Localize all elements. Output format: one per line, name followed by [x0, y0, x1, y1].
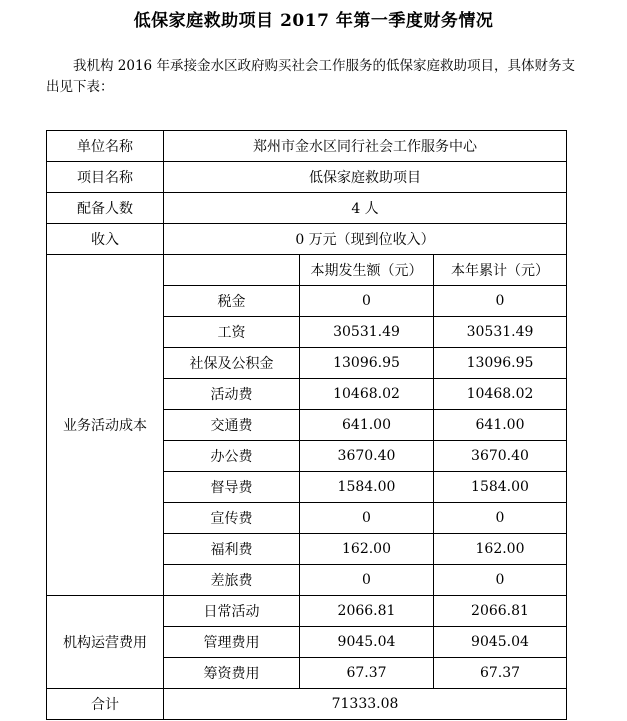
period-value: 0 — [300, 565, 434, 596]
item-label: 交通费 — [164, 410, 300, 441]
item-label: 管理费用 — [164, 627, 300, 658]
year-value: 1584.00 — [434, 472, 567, 503]
intro-paragraph — [46, 56, 586, 98]
table-row — [47, 224, 567, 255]
year-value: 30531.49 — [434, 317, 567, 348]
item-label: 社保及公积金 — [164, 348, 300, 379]
item-label: 筹资费用 — [164, 658, 300, 689]
table-row — [47, 689, 567, 720]
table-row — [47, 162, 567, 193]
staff-value: 4 人 — [164, 193, 567, 224]
staff-label: 配备人数 — [47, 193, 164, 224]
item-label: 福利费 — [164, 534, 300, 565]
col-period-header: 本期发生额（元） — [300, 255, 434, 286]
year-value: 0 — [434, 286, 567, 317]
intro-text: 我机构 2016 年承接金水区政府购买社会工作服务的低保家庭救助项目，具体财务支出见下表： — [46, 58, 575, 95]
project-label: 项目名称 — [47, 162, 164, 193]
col-year-header: 本年累计（元） — [434, 255, 567, 286]
item-label: 税金 — [164, 286, 300, 317]
item-label: 工资 — [164, 317, 300, 348]
ops-group-label: 机构运营费用 — [47, 596, 164, 689]
unit-label: 单位名称 — [47, 131, 164, 162]
period-value: 9045.04 — [300, 627, 434, 658]
item-label: 宣传费 — [164, 503, 300, 534]
income-value: 0 万元（现到位收入） — [164, 224, 567, 255]
item-label: 督导费 — [164, 472, 300, 503]
unit-value: 郑州市金水区同行社会工作服务中心 — [164, 131, 567, 162]
period-value: 0 — [300, 286, 434, 317]
item-label: 办公费 — [164, 441, 300, 472]
header-blank — [164, 255, 300, 286]
year-value: 13096.95 — [434, 348, 567, 379]
period-value: 0 — [300, 503, 434, 534]
year-value: 641.00 — [434, 410, 567, 441]
item-label: 日常活动 — [164, 596, 300, 627]
table-row — [47, 596, 567, 627]
period-value: 3670.40 — [300, 441, 434, 472]
year-value: 0 — [434, 565, 567, 596]
project-value: 低保家庭救助项目 — [164, 162, 567, 193]
finance-table — [46, 130, 567, 720]
item-label: 差旅费 — [164, 565, 300, 596]
income-label: 收入 — [47, 224, 164, 255]
table-row — [47, 131, 567, 162]
item-label: 活动费 — [164, 379, 300, 410]
business-group-label: 业务活动成本 — [47, 255, 164, 596]
year-value: 9045.04 — [434, 627, 567, 658]
period-value: 30531.49 — [300, 317, 434, 348]
year-value: 10468.02 — [434, 379, 567, 410]
period-value: 162.00 — [300, 534, 434, 565]
total-label: 合计 — [47, 689, 164, 720]
table-row — [47, 193, 567, 224]
period-value: 1584.00 — [300, 472, 434, 503]
period-value: 2066.81 — [300, 596, 434, 627]
year-value: 3670.40 — [434, 441, 567, 472]
page-title: 低保家庭救助项目 2017 年第一季度财务情况 — [133, 11, 494, 31]
period-value: 13096.95 — [300, 348, 434, 379]
year-value: 0 — [434, 503, 567, 534]
year-value: 162.00 — [434, 534, 567, 565]
table-row — [47, 255, 567, 286]
period-value: 10468.02 — [300, 379, 434, 410]
year-value: 2066.81 — [434, 596, 567, 627]
total-value: 71333.08 — [164, 689, 567, 720]
year-value: 67.37 — [434, 658, 567, 689]
period-value: 67.37 — [300, 658, 434, 689]
period-value: 641.00 — [300, 410, 434, 441]
